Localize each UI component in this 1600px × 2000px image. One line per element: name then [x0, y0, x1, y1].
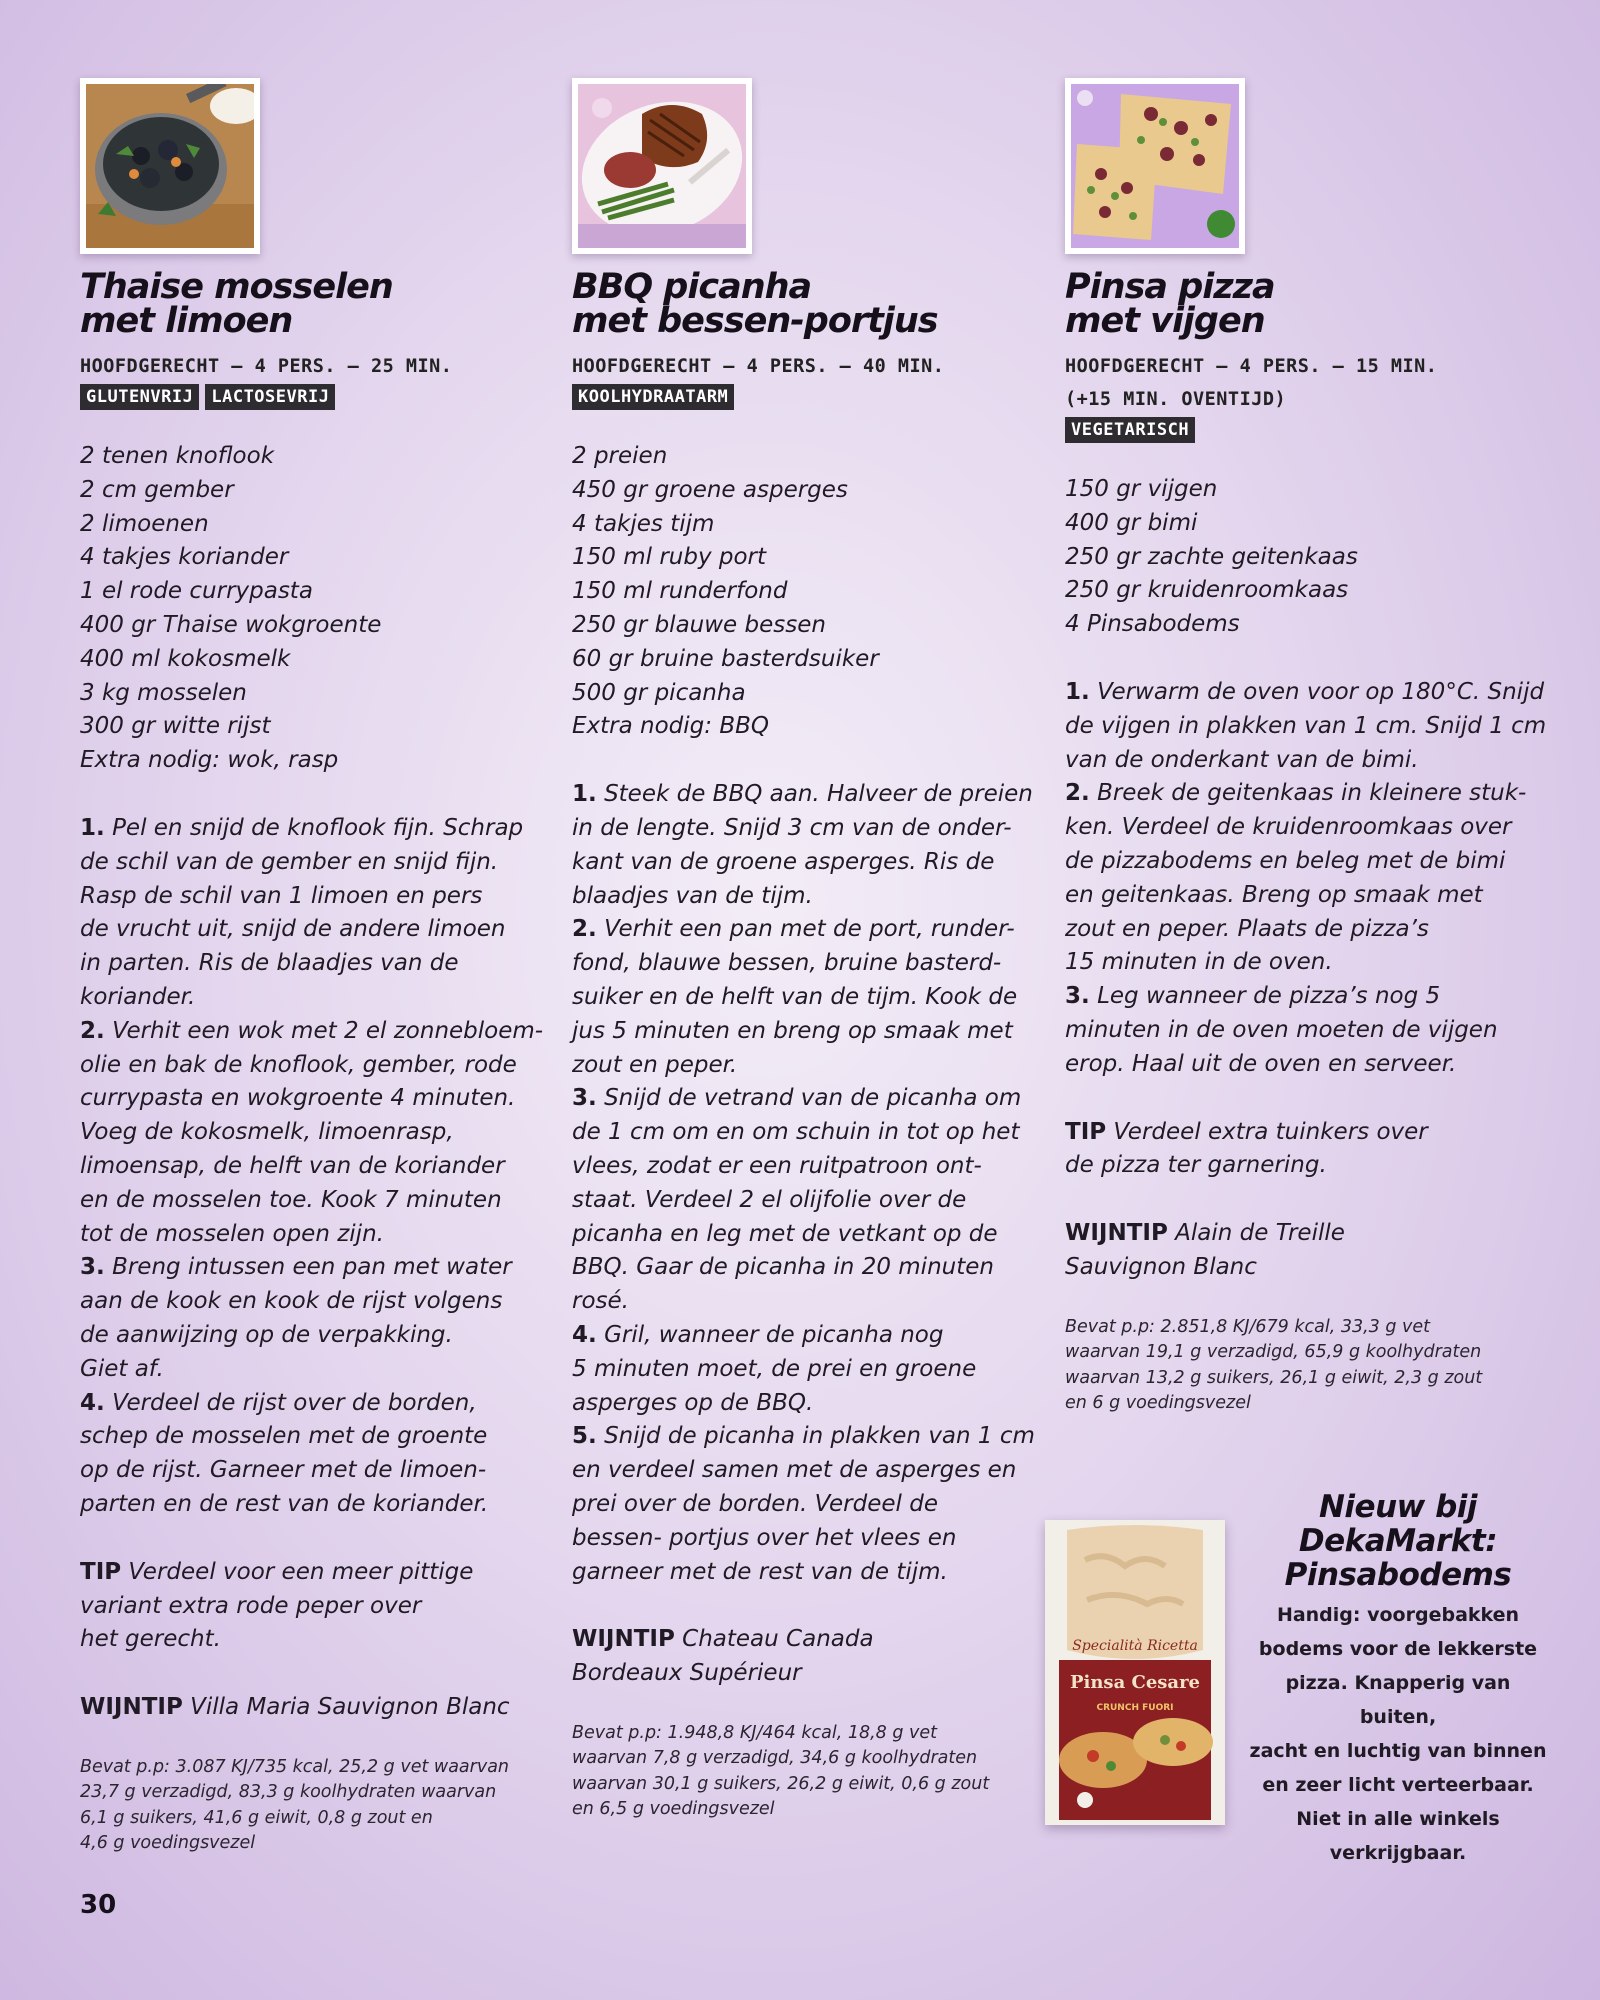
- ingredient: 400 ml kokosmelk: [80, 645, 291, 672]
- diet-tags: [80, 384, 550, 410]
- ingredient: 150 ml ruby port: [572, 544, 767, 571]
- ingredient: 300 gr witte rijst: [80, 713, 271, 740]
- pack-brand: Pinsa Cesare: [1069, 1672, 1201, 1693]
- ingredient: 2 cm gember: [80, 476, 234, 503]
- method-step: 2. Verhit een pan met de port, runder- fond, blauwe bessen, bruine basterd- suiker en de helft van de tijm. Kook de jus 5 minuten en breng op smaak met zout en peper.: [572, 916, 1018, 1078]
- diet-tags: [572, 384, 1042, 410]
- pack-brand-top: Specialità Ricetta: [1072, 1638, 1198, 1654]
- pinsa-fig-pizza-photo: [1065, 78, 1245, 254]
- cooking-tip: TIP Verdeel voor een meer pittige variant extra rode peper over het gerecht.: [80, 1558, 474, 1653]
- ingredient: 250 gr blauwe bessen: [572, 611, 826, 638]
- ingredient: 400 gr Thaise wokgroente: [80, 611, 382, 638]
- recipe-title: Pinsa pizza met vijgen: [1065, 267, 1275, 341]
- ingredient: 4 takjes koriander: [80, 544, 289, 571]
- recipe-title: BBQ picanha met bessen-portjus: [572, 267, 938, 341]
- recipe-bbq-picanha: [572, 78, 1042, 1823]
- diet-tag: KOOLHYDRAATARM: [572, 384, 734, 410]
- diet-tags: [1065, 417, 1555, 443]
- nutrition-info: Bevat p.p: 2.851,8 KJ/679 kcal, 33,3 g vet waarvan 19,1 g verzadigd, 65,9 g koolhydraten waarvan 13,2 g suikers, 26,1 g eiwit, 2,3 g zout en 6 g voedingsvezel: [1065, 1316, 1483, 1414]
- wine-tip: WIJNTIP Chateau Canada Bordeaux Supérieur: [572, 1626, 874, 1687]
- recipe-pinsa-pizza: [1065, 78, 1555, 1417]
- recipe-thaise-mosselen: [80, 78, 550, 1857]
- pinsa-cesare-pack-image: [1045, 1520, 1225, 1825]
- promo-pinsabodems: [1248, 1490, 1548, 1870]
- method-step: 2. Verhit een wok met 2 el zonnebloem- olie en bak de knoflook, gember, rode currypasta en wokgroente 4 minuten. Voeg de kokosmelk, limoenrasp, limoensap, de helft van de koriander en de mosselen toe. Kook 7 minuten tot de mosselen open zijn.: [80, 1017, 544, 1247]
- method-steps: [1065, 676, 1555, 1082]
- recipe-meta: HOOFDGERECHT – 4 PERS. – 25 MIN.: [80, 356, 453, 377]
- ingredient: 500 gr picanha: [572, 679, 746, 706]
- ingredient: 2 tenen knoflook: [80, 443, 275, 469]
- method-step: 1. Verwarm de oven voor op 180°C. Snijd de vijgen in plakken van 1 cm. Snijd 1 cm van de onderkant van de bimi.: [1065, 678, 1547, 773]
- wine-tip: WIJNTIP Alain de Treille Sauvignon Blanc: [1065, 1220, 1345, 1280]
- ingredient: 1 el rode currypasta: [80, 578, 313, 605]
- recipe-title: Thaise mosselen met limoen: [80, 267, 393, 341]
- method-step: 1. Pel en snijd de knoflook fijn. Schrap de schil van de gember en snijd fijn. Rasp de schil van 1 limoen en pers de vrucht uit, snijd de andere limoen in parten. Ris de blaadjes van de koriander.: [80, 814, 524, 1010]
- nutrition-info: Bevat p.p: 3.087 KJ/735 kcal, 25,2 g vet waarvan 23,7 g verzadigd, 83,3 g koolhydraten waarvan 6,1 g suikers, 41,6 g eiwit, 0,8 g zout en 4,6 g voedingsvezel: [80, 1756, 510, 1854]
- method-step: 3. Snijd de vetrand van de picanha om de 1 cm om en om schuin in tot op het vlees, zodat er een ruitpatroon ont- staat. Verdeel 2 el olijfolie over de picanha en leg met de vetkant op de BBQ. Gaar de picanha in 20 minuten rosé.: [572, 1085, 1022, 1315]
- ingredient: 3 kg mosselen: [80, 679, 247, 706]
- ingredient: 4 takjes tijm: [572, 510, 715, 537]
- promo-text: Handig: voorgebakken bodems voor de lekkerste pizza. Knapperig van buiten, zacht en luchtig van binnen en zeer licht verteerbaar. Niet in alle winkels verkrijgbaar.: [1249, 1604, 1547, 1864]
- mussels-pot-photo: [80, 78, 260, 254]
- ingredient: 450 gr groene asperges: [572, 476, 848, 503]
- ingredient: Extra nodig: BBQ: [572, 713, 769, 740]
- ingredient: 250 gr kruidenroomkaas: [1065, 577, 1349, 604]
- method-step: 5. Snijd de picanha in plakken van 1 cm en verdeel samen met de asperges en prei over de borden. Verdeel de bessen- portjus over het vlees en garneer met de rest van de tijm.: [572, 1423, 1035, 1585]
- page-number: 30: [80, 1890, 117, 1920]
- ingredient: 150 ml runderfond: [572, 578, 788, 605]
- diet-tag: GLUTENVRIJ: [80, 384, 199, 410]
- method-step: 2. Breek de geitenkaas in kleinere stuk- ken. Verdeel de kruidenroomkaas over de pizzabodems en beleg met de bimi en geitenkaas. Breng op smaak met zout en peper. Plaats de pizza’s 15 minuten in de oven.: [1065, 780, 1527, 976]
- method-steps: [572, 778, 1042, 1589]
- cooking-tip: TIP Verdeel extra tuinkers over de pizza ter garnering.: [1065, 1118, 1428, 1179]
- method-steps: [80, 812, 550, 1522]
- method-step: 1. Steek de BBQ aan. Halveer de preien in de lengte. Snijd 3 cm van de onder- kant van de groene asperges. Ris de blaadjes van de tijm.: [572, 781, 1033, 909]
- ingredient: 2 limoenen: [80, 510, 209, 537]
- ingredient-list: [1065, 473, 1555, 642]
- picanha-platter-photo: [572, 78, 752, 254]
- diet-tag: VEGETARISCH: [1065, 417, 1195, 443]
- method-step: 3. Breng intussen een pan met water aan de kook en kook de rijst volgens de aanwijzing op de verpakking. Giet af.: [80, 1254, 512, 1382]
- method-step: 4. Verdeel de rijst over de borden, schep de mosselen met de groente op de rijst. Garneer met de limoen- parten en de rest van de koriander.: [80, 1389, 489, 1517]
- recipe-meta: HOOFDGERECHT – 4 PERS. – 15 MIN. (+15 MIN. OVENTIJD): [1065, 356, 1438, 410]
- method-step: 3. Leg wanneer de pizza’s nog 5 minuten in de oven moeten de vijgen erop. Haal uit de oven en serveer.: [1065, 983, 1498, 1077]
- ingredient: 60 gr bruine basterdsuiker: [572, 645, 879, 672]
- diet-tag: LACTOSEVRIJ: [205, 384, 335, 410]
- ingredient: 150 gr vijgen: [1065, 476, 1218, 502]
- ingredient: 400 gr bimi: [1065, 509, 1198, 536]
- pack-claim: CRUNCH FUORI: [1096, 1703, 1174, 1713]
- promo-title: Nieuw bij DekaMarkt: Pinsabodems: [1284, 1489, 1512, 1593]
- ingredient: Extra nodig: wok, rasp: [80, 747, 339, 774]
- recipe-meta: HOOFDGERECHT – 4 PERS. – 40 MIN.: [572, 356, 945, 377]
- ingredient: 4 Pinsabodems: [1065, 611, 1240, 638]
- nutrition-info: Bevat p.p: 1.948,8 KJ/464 kcal, 18,8 g vet waarvan 7,8 g verzadigd, 34,6 g koolhydraten waarvan 30,1 g suikers, 26,2 g eiwit, 0,6 g zout en 6,5 g voedingsvezel: [572, 1722, 990, 1820]
- ingredient-list: [80, 440, 550, 778]
- ingredient: 2 preien: [572, 443, 668, 469]
- wine-tip: WIJNTIP Villa Maria Sauvignon Blanc: [80, 1694, 510, 1721]
- method-step: 4. Gril, wanneer de picanha nog 5 minuten moet, de prei en groene asperges op de BBQ.: [572, 1321, 977, 1416]
- ingredient-list: [572, 440, 1042, 744]
- ingredient: 250 gr zachte geitenkaas: [1065, 543, 1358, 570]
